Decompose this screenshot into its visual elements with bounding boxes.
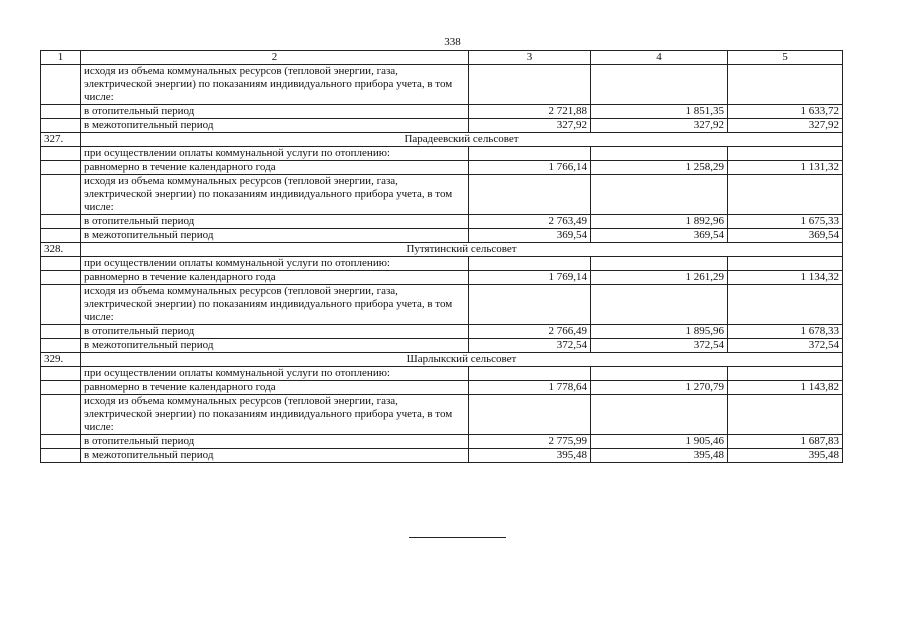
value-col-4: 1 270,79 [591, 381, 728, 395]
row-index: 329. [41, 353, 81, 367]
row-index [41, 229, 81, 243]
section-row [41, 243, 843, 257]
value-col-5 [728, 395, 843, 435]
value-col-3: 1 766,14 [469, 161, 591, 175]
row-index [41, 339, 81, 353]
value-col-4: 1 905,46 [591, 435, 728, 449]
value-col-5: 1 678,33 [728, 325, 843, 339]
table-row [41, 119, 843, 133]
row-index: 327. [41, 133, 81, 147]
footer-rule [409, 537, 506, 538]
table-row [41, 395, 843, 435]
row-index [41, 215, 81, 229]
value-col-3: 1 778,64 [469, 381, 591, 395]
row-index [41, 175, 81, 215]
value-col-5 [728, 147, 843, 161]
value-col-3: 1 769,14 [469, 271, 591, 285]
row-index [41, 105, 81, 119]
table-row [41, 381, 843, 395]
value-col-4 [591, 147, 728, 161]
value-col-3 [469, 395, 591, 435]
value-col-3 [469, 367, 591, 381]
row-label: при осуществлении оплаты коммунальной услуги по отоплению: [81, 367, 469, 381]
row-label: при осуществлении оплаты коммунальной услуги по отоплению: [81, 147, 469, 161]
row-index [41, 435, 81, 449]
row-index [41, 65, 81, 105]
value-col-4: 1 851,35 [591, 105, 728, 119]
value-col-5 [728, 367, 843, 381]
row-label: в межотопительный период [81, 229, 469, 243]
table-row [41, 435, 843, 449]
row-index: 328. [41, 243, 81, 257]
header-col-1: 1 [41, 51, 81, 65]
table-row [41, 229, 843, 243]
row-index [41, 285, 81, 325]
table-row [41, 161, 843, 175]
row-index [41, 161, 81, 175]
value-col-4: 1 892,96 [591, 215, 728, 229]
value-col-3: 2 775,99 [469, 435, 591, 449]
row-label: исходя из объема коммунальных ресурсов (тепловой энергии, газа, электрической энергии) по показаниям индивидуального прибора учета, в том числе: [81, 175, 469, 215]
table-row [41, 285, 843, 325]
value-col-4 [591, 367, 728, 381]
value-col-5: 1 675,33 [728, 215, 843, 229]
value-col-5: 1 143,82 [728, 381, 843, 395]
value-col-5 [728, 285, 843, 325]
row-label: исходя из объема коммунальных ресурсов (тепловой энергии, газа, электрической энергии) по показаниям индивидуального прибора учета, в том числе: [81, 285, 469, 325]
table-body [41, 51, 843, 463]
row-index [41, 367, 81, 381]
value-col-4 [591, 175, 728, 215]
table-row [41, 367, 843, 381]
value-col-3 [469, 175, 591, 215]
row-label: в межотопительный период [81, 339, 469, 353]
table-row [41, 449, 843, 463]
row-index [41, 271, 81, 285]
value-col-5: 1 633,72 [728, 105, 843, 119]
row-label: в отопительный период [81, 325, 469, 339]
value-col-3: 395,48 [469, 449, 591, 463]
table-row [41, 147, 843, 161]
header-col-3: 3 [469, 51, 591, 65]
header-col-5: 5 [728, 51, 843, 65]
value-col-5: 1 134,32 [728, 271, 843, 285]
value-col-4 [591, 65, 728, 105]
table-row [41, 215, 843, 229]
row-label: в отопительный период [81, 435, 469, 449]
value-col-3: 372,54 [469, 339, 591, 353]
value-col-5: 327,92 [728, 119, 843, 133]
table-row [41, 325, 843, 339]
value-col-4: 1 895,96 [591, 325, 728, 339]
value-col-3: 369,54 [469, 229, 591, 243]
table-row [41, 271, 843, 285]
row-label: исходя из объема коммунальных ресурсов (тепловой энергии, газа, электрической энергии) по показаниям индивидуального прибора учета, в том числе: [81, 65, 469, 105]
value-col-4 [591, 395, 728, 435]
value-col-4: 327,92 [591, 119, 728, 133]
value-col-5: 1 687,83 [728, 435, 843, 449]
value-col-5: 372,54 [728, 339, 843, 353]
table-row [41, 339, 843, 353]
value-col-4 [591, 257, 728, 271]
row-index [41, 381, 81, 395]
value-col-3: 327,92 [469, 119, 591, 133]
row-index [41, 395, 81, 435]
tariff-table [40, 50, 843, 463]
value-col-4: 395,48 [591, 449, 728, 463]
value-col-4: 1 258,29 [591, 161, 728, 175]
table-row [41, 105, 843, 119]
header-col-4: 4 [591, 51, 728, 65]
row-label: в межотопительный период [81, 119, 469, 133]
value-col-5 [728, 65, 843, 105]
section-title: Парадеевский сельсовет [81, 133, 843, 147]
row-index [41, 147, 81, 161]
row-label: равномерно в течение календарного года [81, 381, 469, 395]
value-col-3 [469, 65, 591, 105]
table-row [41, 175, 843, 215]
value-col-3: 2 763,49 [469, 215, 591, 229]
section-row [41, 133, 843, 147]
section-row [41, 353, 843, 367]
value-col-5: 395,48 [728, 449, 843, 463]
row-label: в отопительный период [81, 105, 469, 119]
page-number: 338 [444, 36, 461, 48]
table-row [41, 257, 843, 271]
value-col-4 [591, 285, 728, 325]
row-index [41, 449, 81, 463]
value-col-3 [469, 285, 591, 325]
header-row [41, 51, 843, 65]
value-col-4: 1 261,29 [591, 271, 728, 285]
row-label: равномерно в течение календарного года [81, 161, 469, 175]
table-row [41, 65, 843, 105]
value-col-5 [728, 175, 843, 215]
header-col-2: 2 [81, 51, 469, 65]
row-label: равномерно в течение календарного года [81, 271, 469, 285]
value-col-3: 2 766,49 [469, 325, 591, 339]
row-label: в межотопительный период [81, 449, 469, 463]
section-title: Шарлыкский сельсовет [81, 353, 843, 367]
row-index [41, 325, 81, 339]
value-col-5: 1 131,32 [728, 161, 843, 175]
value-col-4: 372,54 [591, 339, 728, 353]
row-label: в отопительный период [81, 215, 469, 229]
value-col-5: 369,54 [728, 229, 843, 243]
value-col-4: 369,54 [591, 229, 728, 243]
row-index [41, 119, 81, 133]
value-col-3 [469, 257, 591, 271]
section-title: Путятинский сельсовет [81, 243, 843, 257]
value-col-5 [728, 257, 843, 271]
row-label: при осуществлении оплаты коммунальной услуги по отоплению: [81, 257, 469, 271]
row-label: исходя из объема коммунальных ресурсов (тепловой энергии, газа, электрической энергии) по показаниям индивидуального прибора учета, в том числе: [81, 395, 469, 435]
value-col-3: 2 721,88 [469, 105, 591, 119]
row-index [41, 257, 81, 271]
value-col-3 [469, 147, 591, 161]
